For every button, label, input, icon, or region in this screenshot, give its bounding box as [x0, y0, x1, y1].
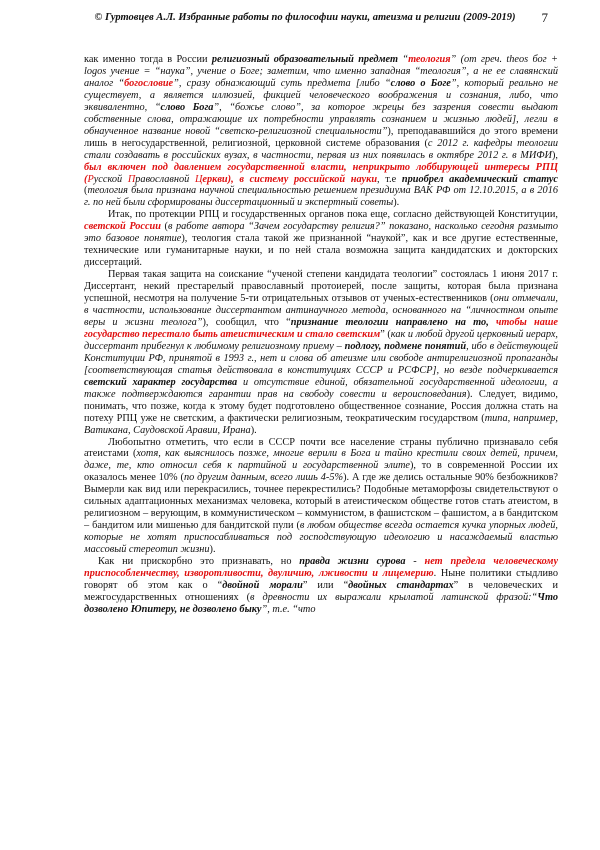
paragraph-1: как именно тогда в России религиозный образовательный предмет “теология” (от греч. theos бог + logos учение = “наука”, учение о Боге; заметим, что именно западная “теология”, а не ее славянский аналог “богословие”, сразу обнажающий суть предмета [либо “слово о Боге”, который реально не существует, а является иллюзией, фикцией человеческого воображения и сознания, либо, что эквивалентно, “слово Бога”, “божье слово”, за которое жрецы без зазрения совести выдают собственные слова, отражающие их потребности управлять сознанием и жизнью людей], легли в обнаученное название новой “светско-религиозной специальности”), преподававшийся до этого времени лишь в негосударственной, религиозной, церковной системе образования (с 2012 г. кафедры теологии стали создавать в российских вузах, в частности, первая из них появилась в октябре 2012 г. в МИФИ), был включен под давлением государственной власти, неприкрыто лоббирующей интересы РПЦ (Русской Православной Церкви), в систему российской науки, т.е приобрел академический статус (теология была признана научной специальностью решением президиума ВАК РФ от 12.10.2015, а в 2016 г. по ней были сформированы диссертационный и экспертный советы). — [84, 54, 558, 209]
paragraph-5: Как ни прискорбно это признавать, но правда жизни сурова - нет предела человеческому приспособленчеству, изворотливости, двуличию, лживости и лицемерию. Ныне политики стыдливо говорят об этом как о “двойной морали” или “двойных стандартах” в человеческих и межгосударственных отношениях (в древности их выражали крылатой латинской фразой:“Что дозволено Юпитеру, не дозволено быку”, т.е. “что — [84, 556, 558, 615]
header-title: © Гуртовцев А.Л. Избранные работы по философии науки, атеизма и религии (2009-2019) — [94, 12, 516, 23]
paragraph-4: Любопытно отметить, что если в СССР почти все население страны публично признавало себя атеистами (хотя, как выяснилось позже, многие верили в Бога и тайно крестили своих детей, причем, даже, те, кто относил себя к партийной и государственной элите), то в современной России их оказалось менее 10% (по другим данным, всего лишь 4-5%). А где же делись остальные 90% безбожников? Вымерли как вид или перекрасились, точнее перекрестились? Подобные метаморфозы свидетельствуют о сильных адаптационных механизмах человека, который в атеистическом обществе готов стать атеистом, в религиозном – верующим, в коммунистическом – коммунистом, в фашистском – фашистом, а в бандитском – бандитом или мишенью для бандитской пули (в любом обществе всегда остается кучка упорных людей, которые не хотят приспосабливаться под господствующую идеологию и насаждаемый властью массовый стереотип жизни). — [84, 436, 558, 556]
paragraph-3: Первая такая защита на соискание “ученой степени кандидата теологии” состоялась 1 июня 2017 г. Диссертант, некий престарелый православный протоиерей, после защиты, которая была признана успешной, несмотря на получение 5-ти отрицательных отзывов от ученых-естественников (они отмечали, в частности, использование диссертантом антинаучного метода, основанного на “личностном опыте веры и жизни теолога”), сообщил, что “признание теологии направлено на то, чтобы наше государство перестало быть атеистическим и стало светским” (как и любой другой церковный иерарх, диссертант прибегнул к любимому религиозному приему – подлогу, подмене понятий, ибо в действующей Конституции РФ, принятой в 1993 г., нет и слова об атеизме или свободе антирелигиозной пропаганды [соответствующая статья действовала в конституциях СССР и РСФСР], но везде подчеркивается светский характер государства и отсутствие единой, обязательной государственной идеологии, а также подтверждаются гарантии прав на свободу совести и вероисповедания). Следует, видимо, понимать, что позже, когда к этому будет подготовлено общественное сознание, Россия должна стать на потеху РПЦ уже не светским, а фактически религиозным, теократическим государством (типа, например, Ватикана, Саудовской Аравии, Ирана). — [84, 269, 558, 436]
page-header — [70, 10, 548, 30]
page-number: 7 — [541, 10, 548, 25]
document-body — [84, 54, 558, 820]
paragraph-2: Итак, по протекции РПЦ и государственных органов пока еще, согласно действующей Конституции, светской России (в работе автора “Зачем государству религия?” показано, насколько сегодня размыто это базовое понятие), теология стала такой же признанной “наукой”, как и все другие естественные, технические или гуманитарные науки, и по ней стала возможна защита кандидатских и докторских диссертаций. — [84, 209, 558, 269]
